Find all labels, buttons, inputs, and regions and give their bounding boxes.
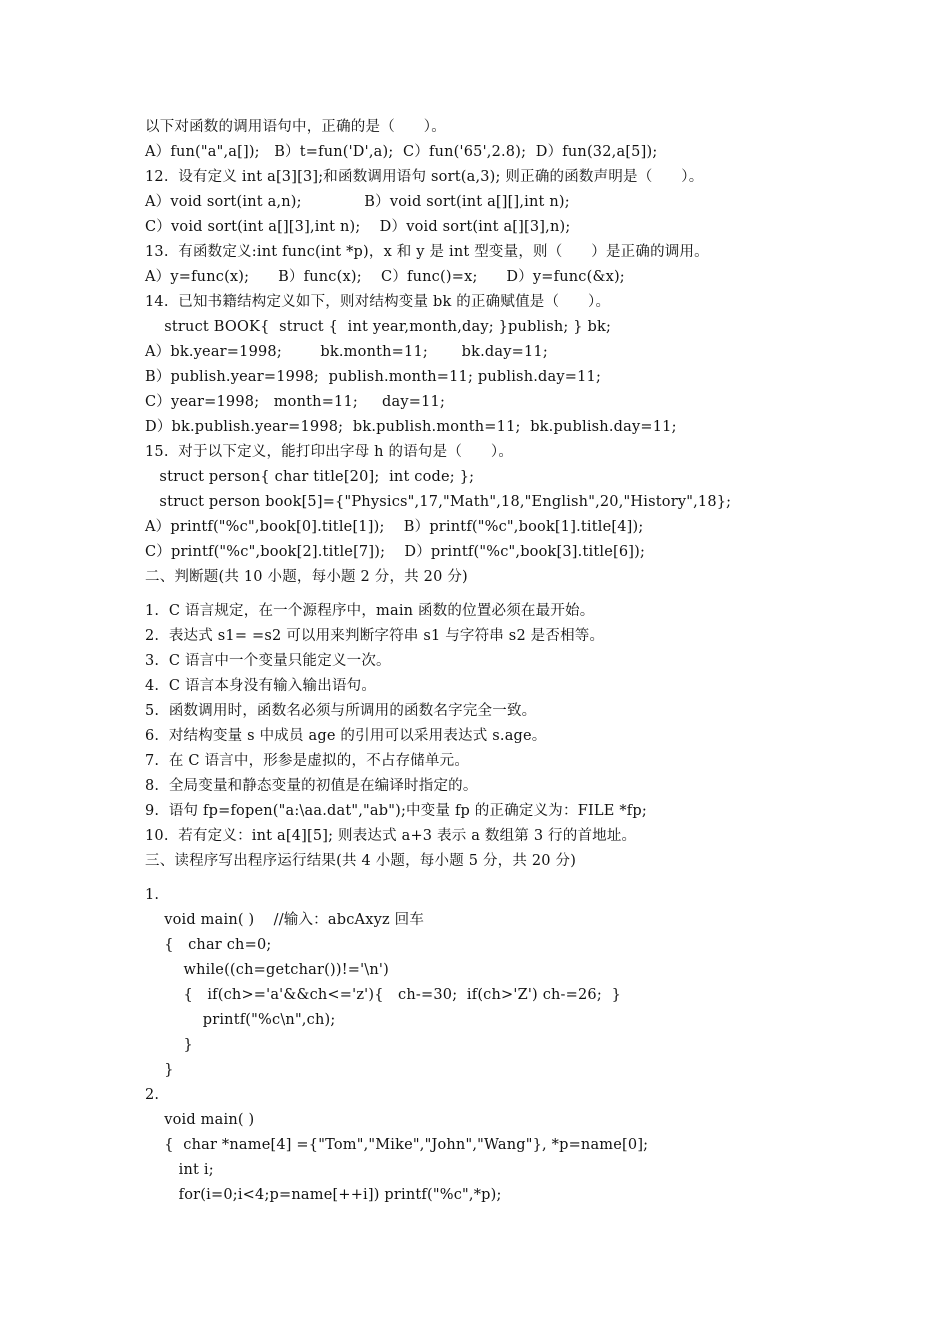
judgment-item-3: 3. C 语言中一个变量只能定义一次。 <box>145 653 391 669</box>
program-2-line-2: { char *name[4] ={"Tom","Mike","John","Wang"}, *p=name[0]; <box>145 1137 649 1153</box>
question-14-option-b: B）publish.year=1998; publish.month=11; publish.day=11; <box>145 369 602 385</box>
judgment-item-10: 10. 若有定义：int a[4][5]; 则表达式 a+3 表示 a 数组第 3 行的首地址。 <box>145 828 637 844</box>
judgment-item-8: 8. 全局变量和静态变量的初值是在编译时指定的。 <box>145 778 478 794</box>
program-1-line-6: } <box>145 1037 193 1053</box>
question-14-code: struct BOOK{ struct { int year,month,day; }publish; } bk; <box>145 319 612 335</box>
program-2-line-1: void main( ) <box>145 1112 255 1128</box>
program-1-line-3: while((ch=getchar())!='\n') <box>145 962 389 978</box>
section-2-heading: 二、判断题(共 10 小题，每小题 2 分，共 20 分) <box>145 569 468 585</box>
question-13-options: A）y=func(x); B）func(x); C）func()=x; D）y=func(&x); <box>145 269 625 285</box>
judgment-item-1: 1. C 语言规定，在一个源程序中，main 函数的位置必须在最开始。 <box>145 603 595 619</box>
program-2-line-4: for(i=0;i<4;p=name[++i]) printf("%c",*p); <box>145 1187 502 1203</box>
program-1-line-2: { char ch=0; <box>145 937 272 953</box>
section-3-heading: 三、读程序写出程序运行结果(共 4 小题，每小题 5 分，共 20 分) <box>145 853 577 869</box>
question-14-stem: 14. 已知书籍结构定义如下，则对结构变量 bk 的正确赋值是（ ）。 <box>145 294 611 310</box>
program-1-line-7: } <box>145 1062 174 1078</box>
judgment-item-2: 2. 表达式 s1= =s2 可以用来判断字符串 s1 与字符串 s2 是否相等。 <box>145 628 605 644</box>
question-15-options-cd: C）printf("%c",book[2].title[7]); D）printf("%c",book[3].title[6]); <box>145 544 646 560</box>
judgment-item-4: 4. C 语言本身没有输入输出语句。 <box>145 678 377 694</box>
question-14-option-d: D）bk.publish.year=1998; bk.publish.month=11; bk.publish.day=11; <box>145 419 677 435</box>
question-15-stem: 15. 对于以下定义，能打印出字母 h 的语句是（ ）。 <box>145 444 514 460</box>
judgment-item-5: 5. 函数调用时，函数名必须与所调用的函数名字完全一致。 <box>145 703 537 719</box>
question-15-code-line-1: struct person{ char title[20]; int code; }; <box>145 469 475 485</box>
program-1-line-4: { if(ch>='a'&&ch<='z'){ ch-=30; if(ch>'Z') ch-=26; } <box>145 987 621 1003</box>
program-2-line-3: int i; <box>145 1162 214 1178</box>
question-14-option-a: A）bk.year=1998; bk.month=11; bk.day=11; <box>145 344 548 360</box>
question-12-options-cd: C）void sort(int a[][3],int n); D）void sort(int a[][3],n); <box>145 219 571 235</box>
question-12-options-ab: A）void sort(int a,n); B）void sort(int a[][],int n); <box>145 194 570 210</box>
program-2-number: 2. <box>145 1087 160 1103</box>
question-12-stem: 12. 设有定义 int a[3][3];和函数调用语句 sort(a,3); 则正确的函数声明是（ ）。 <box>145 169 704 185</box>
program-1-number: 1. <box>145 887 160 903</box>
question-15-code-line-2: struct person book[5]={"Physics",17,"Math",18,"English",20,"History",18}; <box>145 494 732 510</box>
judgment-item-6: 6. 对结构变量 s 中成员 age 的引用可以采用表达式 s.age。 <box>145 728 547 744</box>
question-13-stem: 13. 有函数定义:int func(int *p)，x 和 y 是 int 型变量，则（ ）是正确的调用。 <box>145 244 709 260</box>
question-14-option-c: C）year=1998; month=11; day=11; <box>145 394 446 410</box>
judgment-item-9: 9. 语句 fp=fopen("a:\aa.dat","ab");中变量 fp 的正确定义为：FILE *fp; <box>145 803 647 819</box>
judgment-item-7: 7. 在 C 语言中，形参是虚拟的，不占存储单元。 <box>145 753 470 769</box>
program-1-line-1: void main( ) //输入：abcAxyz 回车 <box>145 912 425 928</box>
program-1-line-5: printf("%c\n",ch); <box>145 1012 336 1028</box>
question-11-stem: 以下对函数的调用语句中，正确的是（ ）。 <box>145 119 446 135</box>
question-15-options-ab: A）printf("%c",book[0].title[1]); B）printf("%c",book[1].title[4]); <box>145 519 644 535</box>
question-11-options: A）fun("a",a[]); B）t=fun('D',a); C）fun('65',2.8); D）fun(32,a[5]); <box>145 144 658 160</box>
